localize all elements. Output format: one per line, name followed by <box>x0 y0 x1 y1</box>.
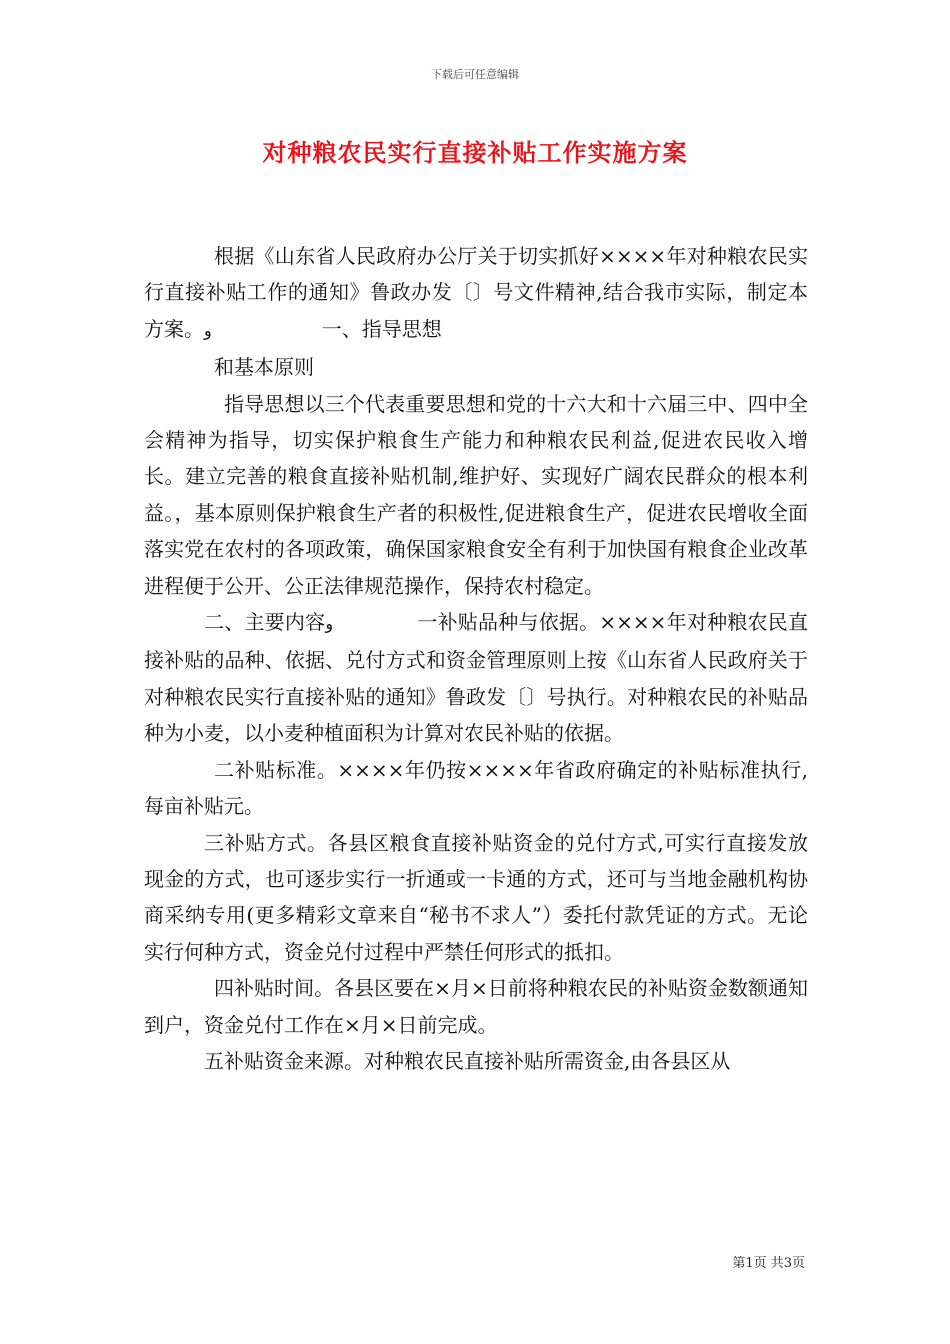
stray-mark: و <box>204 320 212 340</box>
paragraph-5: 二补贴标准。××××年仍按××××年省政府确定的补贴标准执行,每亩补贴元。 <box>144 757 808 819</box>
stray-mark: و <box>325 614 334 634</box>
paragraph-7: 四补贴时间。各县区要在×月×日前将种粮农民的补贴资金数额通知到户，资金兑付工作在×月×日前完成。 <box>144 976 808 1037</box>
paragraph-1 <box>144 238 808 349</box>
document-body <box>144 238 808 1079</box>
document-title: 对种粮农民实行直接补贴工作实施方案 <box>262 138 688 167</box>
paragraph-2: 和基本原则 <box>214 355 314 380</box>
paragraph-3: 指导思想以三个代表重要思想和党的十六大和十六届三中、四中全会精神为指导，切实保护粮食生产能力和种粮农民利益,促进农民收入增长。建立完善的粮食直接补贴机制,维护好、实现好广阔农民群众的根本利益。，基本原则保护粮食生产者的积极性,促进粮食生产，促进农民增收全面落实党在农村的各项政策，确保国家粮食安全有利于加快国有粮食企业改革进程便于公开、公正法律规范操作，保持农村稳定。 <box>144 391 808 598</box>
paragraph-1-text: 根据《山东省人民政府办公厅关于切实抓好××××年对种粮农民实行直接补贴工作的通知》鲁政办发〔〕号文件精神,结合我市实际，制定本方案。 <box>144 244 808 341</box>
paragraph-4 <box>144 604 808 752</box>
section-heading-1: 一、指导思想 <box>321 316 442 341</box>
header-note: 下载后可任意编辑 <box>431 68 519 81</box>
paragraph-6: 三补贴方式。各县区粮食直接补贴资金的兑付方式,可实行直接发放现金的方式，也可逐步实行一折通或一卡通的方式，还可与当地金融机构协商采纳专用(更多精彩文章来自“秘书不求人”）委托付款凭证的方式。无论实行何种方式，资金兑付过程中严禁任何形式的抵扣。 <box>144 830 808 964</box>
paragraph-8: 五补贴资金来源。对种粮农民直接补贴所需资金,由各县区从 <box>204 1048 731 1073</box>
section-heading-2: 二、主要内容 <box>204 610 326 635</box>
paragraph-4-text: 一补贴品种与依据。××××年对种粮农民直接补贴的品种、依据、兑付方式和资金管理原则上按《山东省人民政府关于对种粮农民实行直接补贴的通知》鲁政发〔〕号执行。对种粮农民的补贴品种为小麦，以小麦种植面积为计算对农民补贴的依据。 <box>144 610 809 746</box>
page-number: 第1页 共3页 <box>732 1256 805 1271</box>
